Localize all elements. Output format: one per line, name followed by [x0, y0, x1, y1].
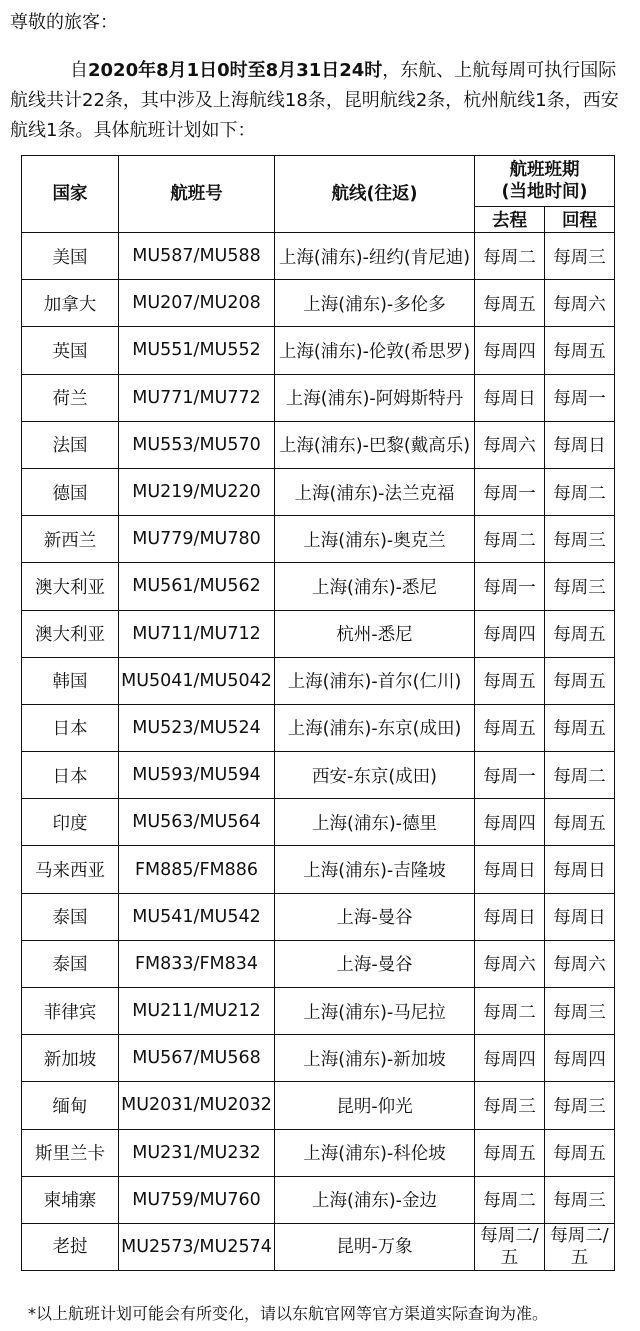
table-row	[22, 704, 615, 751]
cell-country: 荷兰	[22, 374, 119, 421]
table-row	[22, 468, 615, 515]
cell-outbound: 每周日	[475, 846, 545, 893]
cell-route: 上海(浦东)-吉隆坡	[275, 846, 475, 893]
table-row	[22, 1176, 615, 1223]
table-row	[22, 610, 615, 657]
cell-outbound: 每周三	[475, 1082, 545, 1129]
cell-return: 每周三	[545, 563, 615, 610]
header-outbound: 去程	[475, 207, 545, 233]
cell-outbound: 每周四	[475, 1035, 545, 1082]
cell-outbound: 每周四	[475, 327, 545, 374]
cell-return: 每周日	[545, 421, 615, 468]
intro-date-range: 2020年8月1日0时至8月31日24时	[88, 60, 383, 81]
cell-route: 上海(浦东)-金边	[275, 1176, 475, 1223]
table-row	[22, 893, 615, 940]
cell-country: 泰国	[22, 893, 119, 940]
cell-flight: MU2031/MU2032	[119, 1082, 275, 1129]
intro-shanghai: 18条	[284, 90, 326, 111]
cell-flight: MU711/MU712	[119, 610, 275, 657]
table-row	[22, 280, 615, 327]
cell-route: 上海(浦东)-科伦坡	[275, 1129, 475, 1176]
table-row	[22, 1035, 615, 1082]
cell-route: 上海(浦东)-巴黎(戴高乐)	[275, 421, 475, 468]
table-row	[22, 374, 615, 421]
cell-country: 柬埔寨	[22, 1176, 119, 1223]
intro-text-6: ，西安航线	[10, 90, 619, 141]
cell-outbound: 每周五	[475, 1129, 545, 1176]
intro-text-2: ，东航、上航每周可执行国际航线共计	[10, 60, 617, 111]
table-row	[22, 657, 615, 704]
cell-flight: MU231/MU232	[119, 1129, 275, 1176]
cell-flight: MU5041/MU5042	[119, 657, 275, 704]
cell-return: 每周二	[545, 752, 615, 799]
cell-return: 每周二	[545, 468, 615, 515]
cell-country: 英国	[22, 327, 119, 374]
intro-text-5: ，杭州航线	[445, 90, 536, 111]
header-flight: 航班号	[119, 156, 275, 233]
cell-country: 斯里兰卡	[22, 1129, 119, 1176]
cell-flight: MU587/MU588	[119, 233, 275, 280]
cell-flight: MU563/MU564	[119, 799, 275, 846]
intro-hangzhou: 1条	[535, 90, 565, 111]
cell-route: 昆明-仰光	[275, 1082, 475, 1129]
table-body	[22, 233, 615, 1271]
cell-return: 每周三	[545, 516, 615, 563]
cell-outbound: 每周六	[475, 421, 545, 468]
cell-flight: MU219/MU220	[119, 468, 275, 515]
cell-country: 新加坡	[22, 1035, 119, 1082]
cell-flight: MU551/MU552	[119, 327, 275, 374]
cell-route: 昆明-万象	[275, 1223, 475, 1270]
cell-return: 每周五	[545, 327, 615, 374]
header-schedule-line2: (当地时间)	[501, 182, 588, 202]
header-schedule-line1: 航班班期	[509, 160, 580, 180]
cell-flight: MU593/MU594	[119, 752, 275, 799]
table-row	[22, 421, 615, 468]
cell-flight: MU211/MU212	[119, 988, 275, 1035]
cell-route: 上海(浦东)-纽约(肯尼迪)	[275, 233, 475, 280]
cell-return: 每周三	[545, 988, 615, 1035]
cell-outbound: 每周二	[475, 516, 545, 563]
cell-flight: MU2573/MU2574	[119, 1223, 275, 1270]
cell-route: 上海(浦东)-德里	[275, 799, 475, 846]
cell-outbound: 每周五	[475, 704, 545, 751]
cell-flight: MU759/MU760	[119, 1176, 275, 1223]
cell-route: 上海(浦东)-法兰克福	[275, 468, 475, 515]
cell-country: 缅甸	[22, 1082, 119, 1129]
cell-outbound: 每周四	[475, 610, 545, 657]
cell-flight: MU207/MU208	[119, 280, 275, 327]
header-country: 国家	[22, 156, 119, 233]
cell-country: 日本	[22, 752, 119, 799]
cell-route: 上海(浦东)-东京(成田)	[275, 704, 475, 751]
cell-flight: MU567/MU568	[119, 1035, 275, 1082]
cell-flight: MU553/MU570	[119, 421, 275, 468]
cell-country: 老挝	[22, 1223, 119, 1270]
table-row	[22, 1129, 615, 1176]
cell-country: 法国	[22, 421, 119, 468]
cell-country: 日本	[22, 704, 119, 751]
table-row	[22, 563, 615, 610]
cell-outbound: 每周日	[475, 893, 545, 940]
cell-outbound: 每周五	[475, 280, 545, 327]
cell-flight: FM833/FM834	[119, 940, 275, 987]
cell-route: 杭州-悉尼	[275, 610, 475, 657]
table-row	[22, 940, 615, 987]
cell-outbound: 每周一	[475, 468, 545, 515]
header-route: 航线(往返)	[275, 156, 475, 233]
cell-route: 上海(浦东)-伦敦(希思罗)	[275, 327, 475, 374]
cell-route: 上海(浦东)-马尼拉	[275, 988, 475, 1035]
cell-return: 每周六	[545, 940, 615, 987]
cell-return: 每周六	[545, 280, 615, 327]
table-row	[22, 327, 615, 374]
cell-outbound: 每周四	[475, 799, 545, 846]
cell-outbound: 每周五	[475, 657, 545, 704]
cell-country: 加拿大	[22, 280, 119, 327]
cell-flight: MU779/MU780	[119, 516, 275, 563]
cell-route: 上海(浦东)-多伦多	[275, 280, 475, 327]
cell-outbound: 每周二/五	[475, 1223, 545, 1270]
cell-return: 每周五	[545, 610, 615, 657]
table-row	[22, 846, 615, 893]
cell-country: 德国	[22, 468, 119, 515]
intro-xian: 1条	[46, 120, 76, 141]
cell-outbound: 每周二	[475, 1176, 545, 1223]
cell-country: 韩国	[22, 657, 119, 704]
header-return: 回程	[545, 207, 615, 233]
cell-country: 美国	[22, 233, 119, 280]
cell-outbound: 每周二	[475, 233, 545, 280]
cell-country: 印度	[22, 799, 119, 846]
cell-country: 澳大利亚	[22, 610, 119, 657]
table-row	[22, 233, 615, 280]
cell-route: 上海(浦东)-奥克兰	[275, 516, 475, 563]
cell-route: 上海(浦东)-悉尼	[275, 563, 475, 610]
cell-route: 上海(浦东)-阿姆斯特丹	[275, 374, 475, 421]
cell-flight: MU561/MU562	[119, 563, 275, 610]
greeting: 尊敬的旅客：	[10, 12, 118, 33]
table-row	[22, 1082, 615, 1129]
cell-return: 每周三	[545, 1082, 615, 1129]
cell-return: 每周三	[545, 1176, 615, 1223]
cell-country: 新西兰	[22, 516, 119, 563]
cell-outbound: 每周二	[475, 988, 545, 1035]
cell-country: 菲律宾	[22, 988, 119, 1035]
cell-route: 上海-曼谷	[275, 940, 475, 987]
cell-return: 每周五	[545, 657, 615, 704]
cell-outbound: 每周日	[475, 374, 545, 421]
flight-schedule-table	[21, 155, 615, 1271]
cell-flight: MU523/MU524	[119, 704, 275, 751]
cell-flight: FM885/FM886	[119, 846, 275, 893]
intro-text-1: 自	[70, 60, 88, 81]
footnote: *以上航班计划可能会有所变化，请以东航官网等官方渠道实际查询为准。	[28, 1304, 549, 1323]
cell-return: 每周四	[545, 1035, 615, 1082]
table-row	[22, 752, 615, 799]
table-row	[22, 1223, 615, 1270]
cell-country: 澳大利亚	[22, 563, 119, 610]
cell-country: 马来西亚	[22, 846, 119, 893]
cell-return: 每周五	[545, 799, 615, 846]
intro-total: 22条	[82, 90, 123, 111]
cell-return: 每周日	[545, 846, 615, 893]
intro-paragraph	[10, 56, 630, 146]
cell-route: 上海(浦东)-新加坡	[275, 1035, 475, 1082]
cell-return: 每周日	[545, 893, 615, 940]
cell-return: 每周五	[545, 1129, 615, 1176]
header-schedule	[475, 156, 615, 207]
cell-outbound: 每周一	[475, 563, 545, 610]
cell-outbound: 每周一	[475, 752, 545, 799]
cell-return: 每周一	[545, 374, 615, 421]
cell-flight: MU771/MU772	[119, 374, 275, 421]
intro-text-4: ，昆明航线	[325, 90, 416, 111]
cell-return: 每周三	[545, 233, 615, 280]
intro-text-7: 。具体航班计划如下：	[75, 120, 256, 141]
cell-return: 每周二/五	[545, 1223, 615, 1270]
intro-kunming: 2条	[415, 90, 446, 111]
cell-return: 每周五	[545, 704, 615, 751]
cell-route: 西安-东京(成田)	[275, 752, 475, 799]
cell-flight: MU541/MU542	[119, 893, 275, 940]
intro-text-3: ，其中涉及上海航线	[122, 90, 285, 111]
table-row	[22, 799, 615, 846]
table-row	[22, 516, 615, 563]
cell-route: 上海-曼谷	[275, 893, 475, 940]
cell-route: 上海(浦东)-首尔(仁川)	[275, 657, 475, 704]
cell-country: 泰国	[22, 940, 119, 987]
table-row	[22, 988, 615, 1035]
cell-outbound: 每周六	[475, 940, 545, 987]
